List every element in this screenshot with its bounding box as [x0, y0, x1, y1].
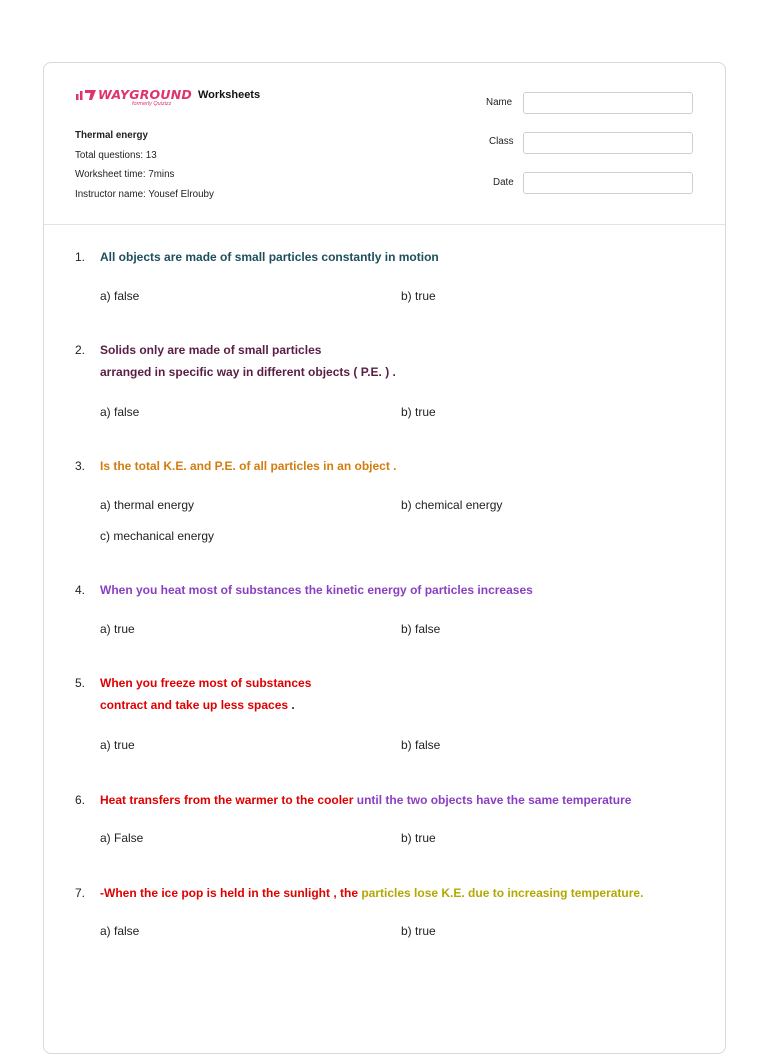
option-a[interactable]: a) False: [100, 831, 144, 845]
worksheet-meta: [75, 126, 214, 204]
question-text: All objects are made of small particles constantly in motion: [100, 250, 439, 264]
option-a[interactable]: a) false: [100, 405, 140, 419]
worksheet-header: [44, 63, 725, 225]
instructor-name: Instructor name: Yousef Elrouby: [75, 188, 214, 200]
question-text-line-1: Solids only are made of small particles: [100, 343, 322, 357]
total-questions: Total questions: 13: [75, 149, 157, 161]
option-c[interactable]: c) mechanical energy: [100, 529, 215, 543]
worksheet-title: Thermal energy: [75, 130, 148, 141]
option-b[interactable]: b) false: [401, 738, 441, 752]
name-field[interactable]: [523, 92, 693, 114]
worksheet-card: [43, 62, 726, 1054]
question-text-segment: until the two objects have the same temperature: [353, 793, 632, 807]
brand: [75, 87, 260, 107]
class-field[interactable]: [523, 132, 693, 154]
date-field[interactable]: [523, 172, 693, 194]
question-number: 2.: [75, 343, 86, 357]
wayground-logo-icon: [75, 89, 97, 101]
option-b[interactable]: b) true: [401, 831, 436, 845]
worksheet-time: Worksheet time: 7mins: [75, 169, 175, 180]
question-number: 4.: [75, 583, 86, 597]
option-b[interactable]: b) chemical energy: [401, 498, 503, 512]
product-name: Worksheets: [197, 88, 261, 101]
question-number: 6.: [75, 793, 86, 807]
brand-subtext: formerly Quizizz: [132, 101, 172, 107]
name-label: Name: [486, 97, 513, 108]
question-text-line-2: [100, 694, 295, 716]
brand-logo-text: WAYGROUND: [98, 87, 192, 102]
question-text-line-2: arranged in specific way in different objects ( P.E. ) .: [100, 365, 396, 379]
question-text: [100, 789, 631, 811]
question-text-segment: contract and take up less spaces: [100, 698, 289, 712]
question-number: 5.: [75, 676, 86, 690]
option-a[interactable]: a) false: [100, 924, 140, 938]
option-b[interactable]: b) false: [401, 622, 441, 636]
option-a[interactable]: a) true: [100, 738, 135, 752]
option-a[interactable]: a) true: [100, 622, 135, 636]
question-text-segment: Heat transfers from the warmer to the cooler: [100, 793, 354, 807]
question-text-punctuation: .: [288, 698, 295, 712]
option-b[interactable]: b) true: [401, 924, 436, 938]
option-b[interactable]: b) true: [401, 289, 436, 303]
class-label: Class: [489, 136, 514, 147]
question-number: 3.: [75, 459, 86, 473]
question-number: 1.: [75, 250, 86, 264]
option-b[interactable]: b) true: [401, 405, 436, 419]
question-text-segment: particles lose K.E. due to increasing temperature.: [361, 886, 644, 900]
option-a[interactable]: a) false: [100, 289, 140, 303]
question-text-segment: -When the ice pop is held in the sunlight , the: [100, 886, 362, 900]
question-text: [100, 882, 643, 904]
question-text-line-1: When you freeze most of substances: [100, 676, 312, 690]
date-label: Date: [493, 177, 514, 188]
question-number: 7.: [75, 886, 86, 900]
question-text: When you heat most of substances the kinetic energy of particles increases: [100, 583, 533, 597]
option-a[interactable]: a) thermal energy: [100, 498, 195, 512]
question-text: Is the total K.E. and P.E. of all particles in an object .: [100, 459, 397, 473]
